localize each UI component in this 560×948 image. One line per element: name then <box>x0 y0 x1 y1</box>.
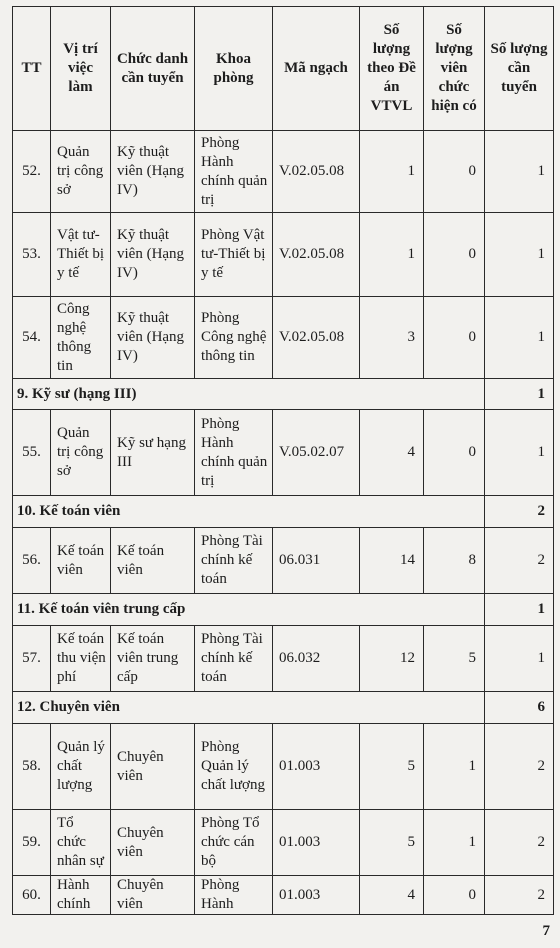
row-de-an: 1 <box>360 131 424 213</box>
row-can-tuyen: 1 <box>485 213 554 297</box>
header-ma-ngach: Mã ngạch <box>273 7 360 131</box>
row-khoa-phong: Phòng Công nghệ thông tin <box>195 297 273 379</box>
table-row <box>13 876 554 915</box>
group-row <box>13 692 554 724</box>
row-hien-co: 0 <box>424 876 485 915</box>
row-de-an: 3 <box>360 297 424 379</box>
group-total: 1 <box>485 594 554 626</box>
table-row <box>13 410 554 496</box>
row-de-an: 5 <box>360 810 424 876</box>
table-row <box>13 810 554 876</box>
row-can-tuyen: 1 <box>485 131 554 213</box>
row-vi-tri: Công nghệ thông tin <box>51 297 111 379</box>
page-number: 7 <box>542 923 550 939</box>
header-row <box>13 7 554 131</box>
row-khoa-phong: Phòng Tài chính kế toán <box>195 626 273 692</box>
row-hien-co: 1 <box>424 810 485 876</box>
row-can-tuyen: 2 <box>485 810 554 876</box>
group-label: 9. Kỹ sư (hạng III) <box>13 379 485 410</box>
row-de-an: 4 <box>360 410 424 496</box>
row-chuc-danh: Chuyên viên <box>111 724 195 810</box>
row-vi-tri: Tổ chức nhân sự <box>51 810 111 876</box>
table-row <box>13 528 554 594</box>
row-can-tuyen: 2 <box>485 528 554 594</box>
row-vi-tri: Vật tư-Thiết bị y tế <box>51 213 111 297</box>
table-row <box>13 131 554 213</box>
row-tt: 60. <box>13 876 51 915</box>
row-hien-co: 0 <box>424 410 485 496</box>
table-row <box>13 213 554 297</box>
row-hien-co: 0 <box>424 213 485 297</box>
row-tt: 52. <box>13 131 51 213</box>
header-sl-de-an: Số lượng theo Đề án VTVL <box>360 7 424 131</box>
row-ma-ngach: V.02.05.08 <box>273 213 360 297</box>
row-hien-co: 5 <box>424 626 485 692</box>
row-de-an: 5 <box>360 724 424 810</box>
table-row <box>13 626 554 692</box>
header-sl-hien-co: Số lượng viên chức hiện có <box>424 7 485 131</box>
row-khoa-phong: Phòng Vật tư-Thiết bị y tế <box>195 213 273 297</box>
row-vi-tri: Quản trị công sở <box>51 410 111 496</box>
row-ma-ngach: 01.003 <box>273 810 360 876</box>
row-ma-ngach: V.05.02.07 <box>273 410 360 496</box>
group-total: 1 <box>485 379 554 410</box>
row-chuc-danh: Chuyên viên <box>111 876 195 915</box>
row-chuc-danh: Kế toán viên <box>111 528 195 594</box>
group-total: 6 <box>485 692 554 724</box>
row-vi-tri: Kế toán thu viện phí <box>51 626 111 692</box>
row-tt: 54. <box>13 297 51 379</box>
row-can-tuyen: 2 <box>485 876 554 915</box>
row-chuc-danh: Kỹ thuật viên (Hạng IV) <box>111 131 195 213</box>
header-chuc-danh: Chức danh cần tuyển <box>111 7 195 131</box>
row-chuc-danh: Kỹ thuật viên (Hạng IV) <box>111 297 195 379</box>
row-ma-ngach: 06.031 <box>273 528 360 594</box>
row-tt: 58. <box>13 724 51 810</box>
row-tt: 55. <box>13 410 51 496</box>
table-row <box>13 297 554 379</box>
group-row <box>13 594 554 626</box>
row-khoa-phong: Phòng Tổ chức cán bộ <box>195 810 273 876</box>
header-vi-tri: Vị trí việc làm <box>51 7 111 131</box>
group-total: 2 <box>485 496 554 528</box>
row-de-an: 1 <box>360 213 424 297</box>
row-de-an: 14 <box>360 528 424 594</box>
header-sl-can-tuyen: Số lượng cần tuyển <box>485 7 554 131</box>
row-ma-ngach: 01.003 <box>273 724 360 810</box>
row-hien-co: 1 <box>424 724 485 810</box>
group-row <box>13 379 554 410</box>
row-chuc-danh: Chuyên viên <box>111 810 195 876</box>
row-tt: 59. <box>13 810 51 876</box>
row-can-tuyen: 1 <box>485 626 554 692</box>
row-tt: 57. <box>13 626 51 692</box>
row-de-an: 4 <box>360 876 424 915</box>
row-hien-co: 8 <box>424 528 485 594</box>
header-khoa-phong: Khoa phòng <box>195 7 273 131</box>
row-chuc-danh: Kỹ sư hạng III <box>111 410 195 496</box>
row-ma-ngach: V.02.05.08 <box>273 297 360 379</box>
group-row <box>13 496 554 528</box>
header-tt: TT <box>13 7 51 131</box>
row-vi-tri: Quản lý chất lượng <box>51 724 111 810</box>
row-vi-tri: Kế toán viên <box>51 528 111 594</box>
row-vi-tri: Hành chính <box>51 876 111 915</box>
row-khoa-phong: Phòng Tài chính kế toán <box>195 528 273 594</box>
row-de-an: 12 <box>360 626 424 692</box>
row-ma-ngach: 01.003 <box>273 876 360 915</box>
row-can-tuyen: 2 <box>485 724 554 810</box>
row-ma-ngach: V.02.05.08 <box>273 131 360 213</box>
row-khoa-phong: Phòng Hành chính quản trị <box>195 131 273 213</box>
row-hien-co: 0 <box>424 131 485 213</box>
row-khoa-phong: Phòng Quản lý chất lượng <box>195 724 273 810</box>
row-can-tuyen: 1 <box>485 410 554 496</box>
row-tt: 53. <box>13 213 51 297</box>
group-label: 10. Kế toán viên <box>13 496 485 528</box>
row-khoa-phong: Phòng Hành <box>195 876 273 915</box>
row-chuc-danh: Kỹ thuật viên (Hạng IV) <box>111 213 195 297</box>
group-label: 12. Chuyên viên <box>13 692 485 724</box>
row-can-tuyen: 1 <box>485 297 554 379</box>
table-row <box>13 724 554 810</box>
group-label: 11. Kế toán viên trung cấp <box>13 594 485 626</box>
recruitment-table <box>12 6 554 915</box>
row-hien-co: 0 <box>424 297 485 379</box>
row-tt: 56. <box>13 528 51 594</box>
row-chuc-danh: Kế toán viên trung cấp <box>111 626 195 692</box>
row-vi-tri: Quản trị công sở <box>51 131 111 213</box>
row-ma-ngach: 06.032 <box>273 626 360 692</box>
row-khoa-phong: Phòng Hành chính quản trị <box>195 410 273 496</box>
